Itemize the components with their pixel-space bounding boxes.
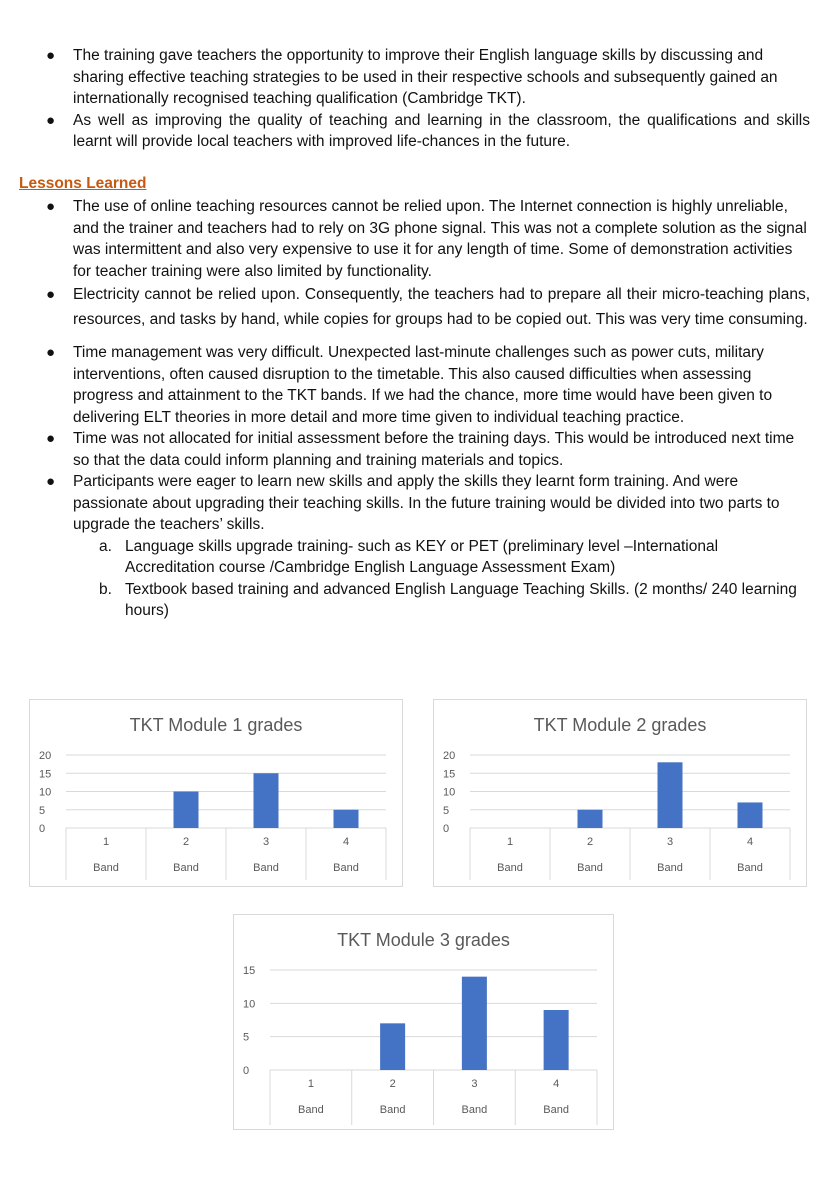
x-sublabel: Band xyxy=(173,862,199,874)
sub-item-text: Textbook based training and advanced English Language Teaching Skills. (2 months/ 240 learning hours) xyxy=(125,580,797,619)
x-sublabel: Band xyxy=(253,862,279,874)
intro-bullet-list xyxy=(0,45,838,153)
bullet-icon: ● xyxy=(46,344,56,361)
lesson-bullet: ● Electricity cannot be relied upon. Consequently, the teachers had to prepare all their micro-teaching plans, resources, and tasks by hand, while copies for groups had to be copied out. This was very time consuming. xyxy=(0,282,838,332)
lesson-bullet: ● Time was not allocated for initial assessment before the training days. This would be introduced next time so that the data could inform planning and training materials and topics. xyxy=(46,430,795,469)
bar-band-2 xyxy=(174,792,199,829)
y-tick-label: 15 xyxy=(39,768,52,781)
y-tick-label: 15 xyxy=(443,768,456,781)
sub-item xyxy=(0,579,838,622)
bullet-icon: ● xyxy=(46,430,56,447)
bullet-icon: ● xyxy=(46,198,56,215)
chart-title: TKT Module 2 grades xyxy=(533,715,707,735)
x-sublabel: Band xyxy=(298,1104,324,1116)
x-tick-label: 3 xyxy=(666,836,674,848)
x-tick-label: 4 xyxy=(746,836,754,848)
x-sublabel: Band xyxy=(93,862,119,874)
y-tick-label: 20 xyxy=(443,750,456,762)
bar-band-4 xyxy=(334,810,359,828)
x-sublabel: Band xyxy=(379,1104,406,1116)
x-tick-label: 3 xyxy=(262,836,270,848)
lessons-bullet-list xyxy=(0,196,838,622)
y-tick-label: 5 xyxy=(243,1031,250,1044)
intro-bullet: ● As well as improving the quality of teaching and learning in the classroom, the qualifications and skills learnt will provide local teachers with improved life-chances in the future. xyxy=(46,111,810,150)
y-tick-label: 0 xyxy=(39,823,46,835)
bar-band-4 xyxy=(738,802,763,828)
bar-band-2 xyxy=(380,1023,405,1070)
y-tick-label: 5 xyxy=(39,804,46,817)
lesson-bullet: ● Time management was very difficult. Unexpected last-minute challenges such as power cuts, military interventions, often caused disruption to the timetable. This also caused difficulties when assessing progress and attainment to the TKT bands. If we had the chance, more time would have been given to delivering ELT theories in more detail and more time given to individual teaching practice. xyxy=(46,344,773,426)
x-tick-label: 1 xyxy=(506,836,514,848)
chart-title: TKT Module 1 grades xyxy=(129,715,303,735)
chart-svg xyxy=(434,700,806,886)
x-sublabel: Band xyxy=(461,1104,488,1116)
x-sublabel: Band xyxy=(657,862,683,874)
y-tick-label: 5 xyxy=(443,804,450,817)
sub-item-marker: a. xyxy=(99,537,112,555)
bullet-icon: ● xyxy=(46,111,56,129)
x-tick-label: 4 xyxy=(342,836,350,848)
lesson-bullet: ● Participants were eager to learn new skills and apply the skills they learnt form training. And were passionate about upgrading their teaching skills. In the future training would be divided into two parts to upgrade the teachers’ skills. a. Language skills upgrade training- such as KEY or PET (preliminary level –International Accreditation course /Cambridge English Language Assessment Exam) b. Textbook based training and advanced English Language Teaching Skills. (2 months/ 240 learning hours) xyxy=(0,471,838,622)
x-tick-label: 3 xyxy=(471,1078,478,1090)
y-tick-label: 10 xyxy=(39,786,52,799)
x-tick-label: 2 xyxy=(389,1078,396,1090)
y-tick-label: 15 xyxy=(243,965,256,977)
chart-title: TKT Module 3 grades xyxy=(337,930,510,950)
bullet-icon: ● xyxy=(46,47,56,64)
y-tick-label: 10 xyxy=(243,998,256,1011)
chart-module-3 xyxy=(233,914,614,1130)
bar-band-2 xyxy=(578,810,603,828)
x-tick-label: 4 xyxy=(553,1078,560,1090)
chart-svg xyxy=(234,915,613,1129)
x-tick-label: 1 xyxy=(307,1078,314,1090)
x-sublabel: Band xyxy=(737,862,763,874)
x-sublabel: Band xyxy=(543,1104,569,1116)
x-tick-label: 1 xyxy=(102,836,110,848)
y-tick-label: 20 xyxy=(39,750,52,762)
chart-svg xyxy=(30,700,402,886)
intro-bullet: ● The training gave teachers the opportunity to improve their English language skills by discussing and sharing effective teaching strategies to be used in their respective schools and subsequently gained an internationally recognised teaching qualification (Cambridge TKT). xyxy=(46,47,778,107)
bar-band-3 xyxy=(254,773,279,828)
sub-item xyxy=(0,536,838,579)
x-tick-label: 2 xyxy=(182,836,190,848)
lessons-learned-heading: Lessons Learned xyxy=(19,175,147,192)
chart-module-1 xyxy=(29,699,403,887)
y-tick-label: 0 xyxy=(443,823,450,835)
x-tick-label: 2 xyxy=(586,836,594,848)
x-sublabel: Band xyxy=(333,862,359,874)
bullet-icon: ● xyxy=(46,286,56,303)
x-sublabel: Band xyxy=(577,862,603,874)
sub-list xyxy=(0,536,838,622)
sub-item-marker: b. xyxy=(99,580,112,598)
y-tick-label: 10 xyxy=(443,786,456,799)
sub-item-text: Language skills upgrade training- such as KEY or PET (preliminary level –International Accreditation course /Cambridge English Language Assessment Exam) xyxy=(125,537,719,576)
bullet-icon: ● xyxy=(46,473,56,490)
x-sublabel: Band xyxy=(497,862,523,874)
bar-band-3 xyxy=(658,762,683,828)
bar-band-3 xyxy=(462,977,487,1070)
y-tick-label: 0 xyxy=(243,1065,250,1077)
lesson-bullet: ● The use of online teaching resources cannot be relied upon. The Internet connection is highly unreliable, and the trainer and teachers had to rely on 3G phone signal. This was not a complete solution as the signal was intermittent and also very expensive to use it for any length of time. Some of demonstration activities for teacher training were also limited by functionality. xyxy=(46,198,807,280)
bar-band-4 xyxy=(544,1010,569,1070)
chart-module-2 xyxy=(433,699,807,887)
